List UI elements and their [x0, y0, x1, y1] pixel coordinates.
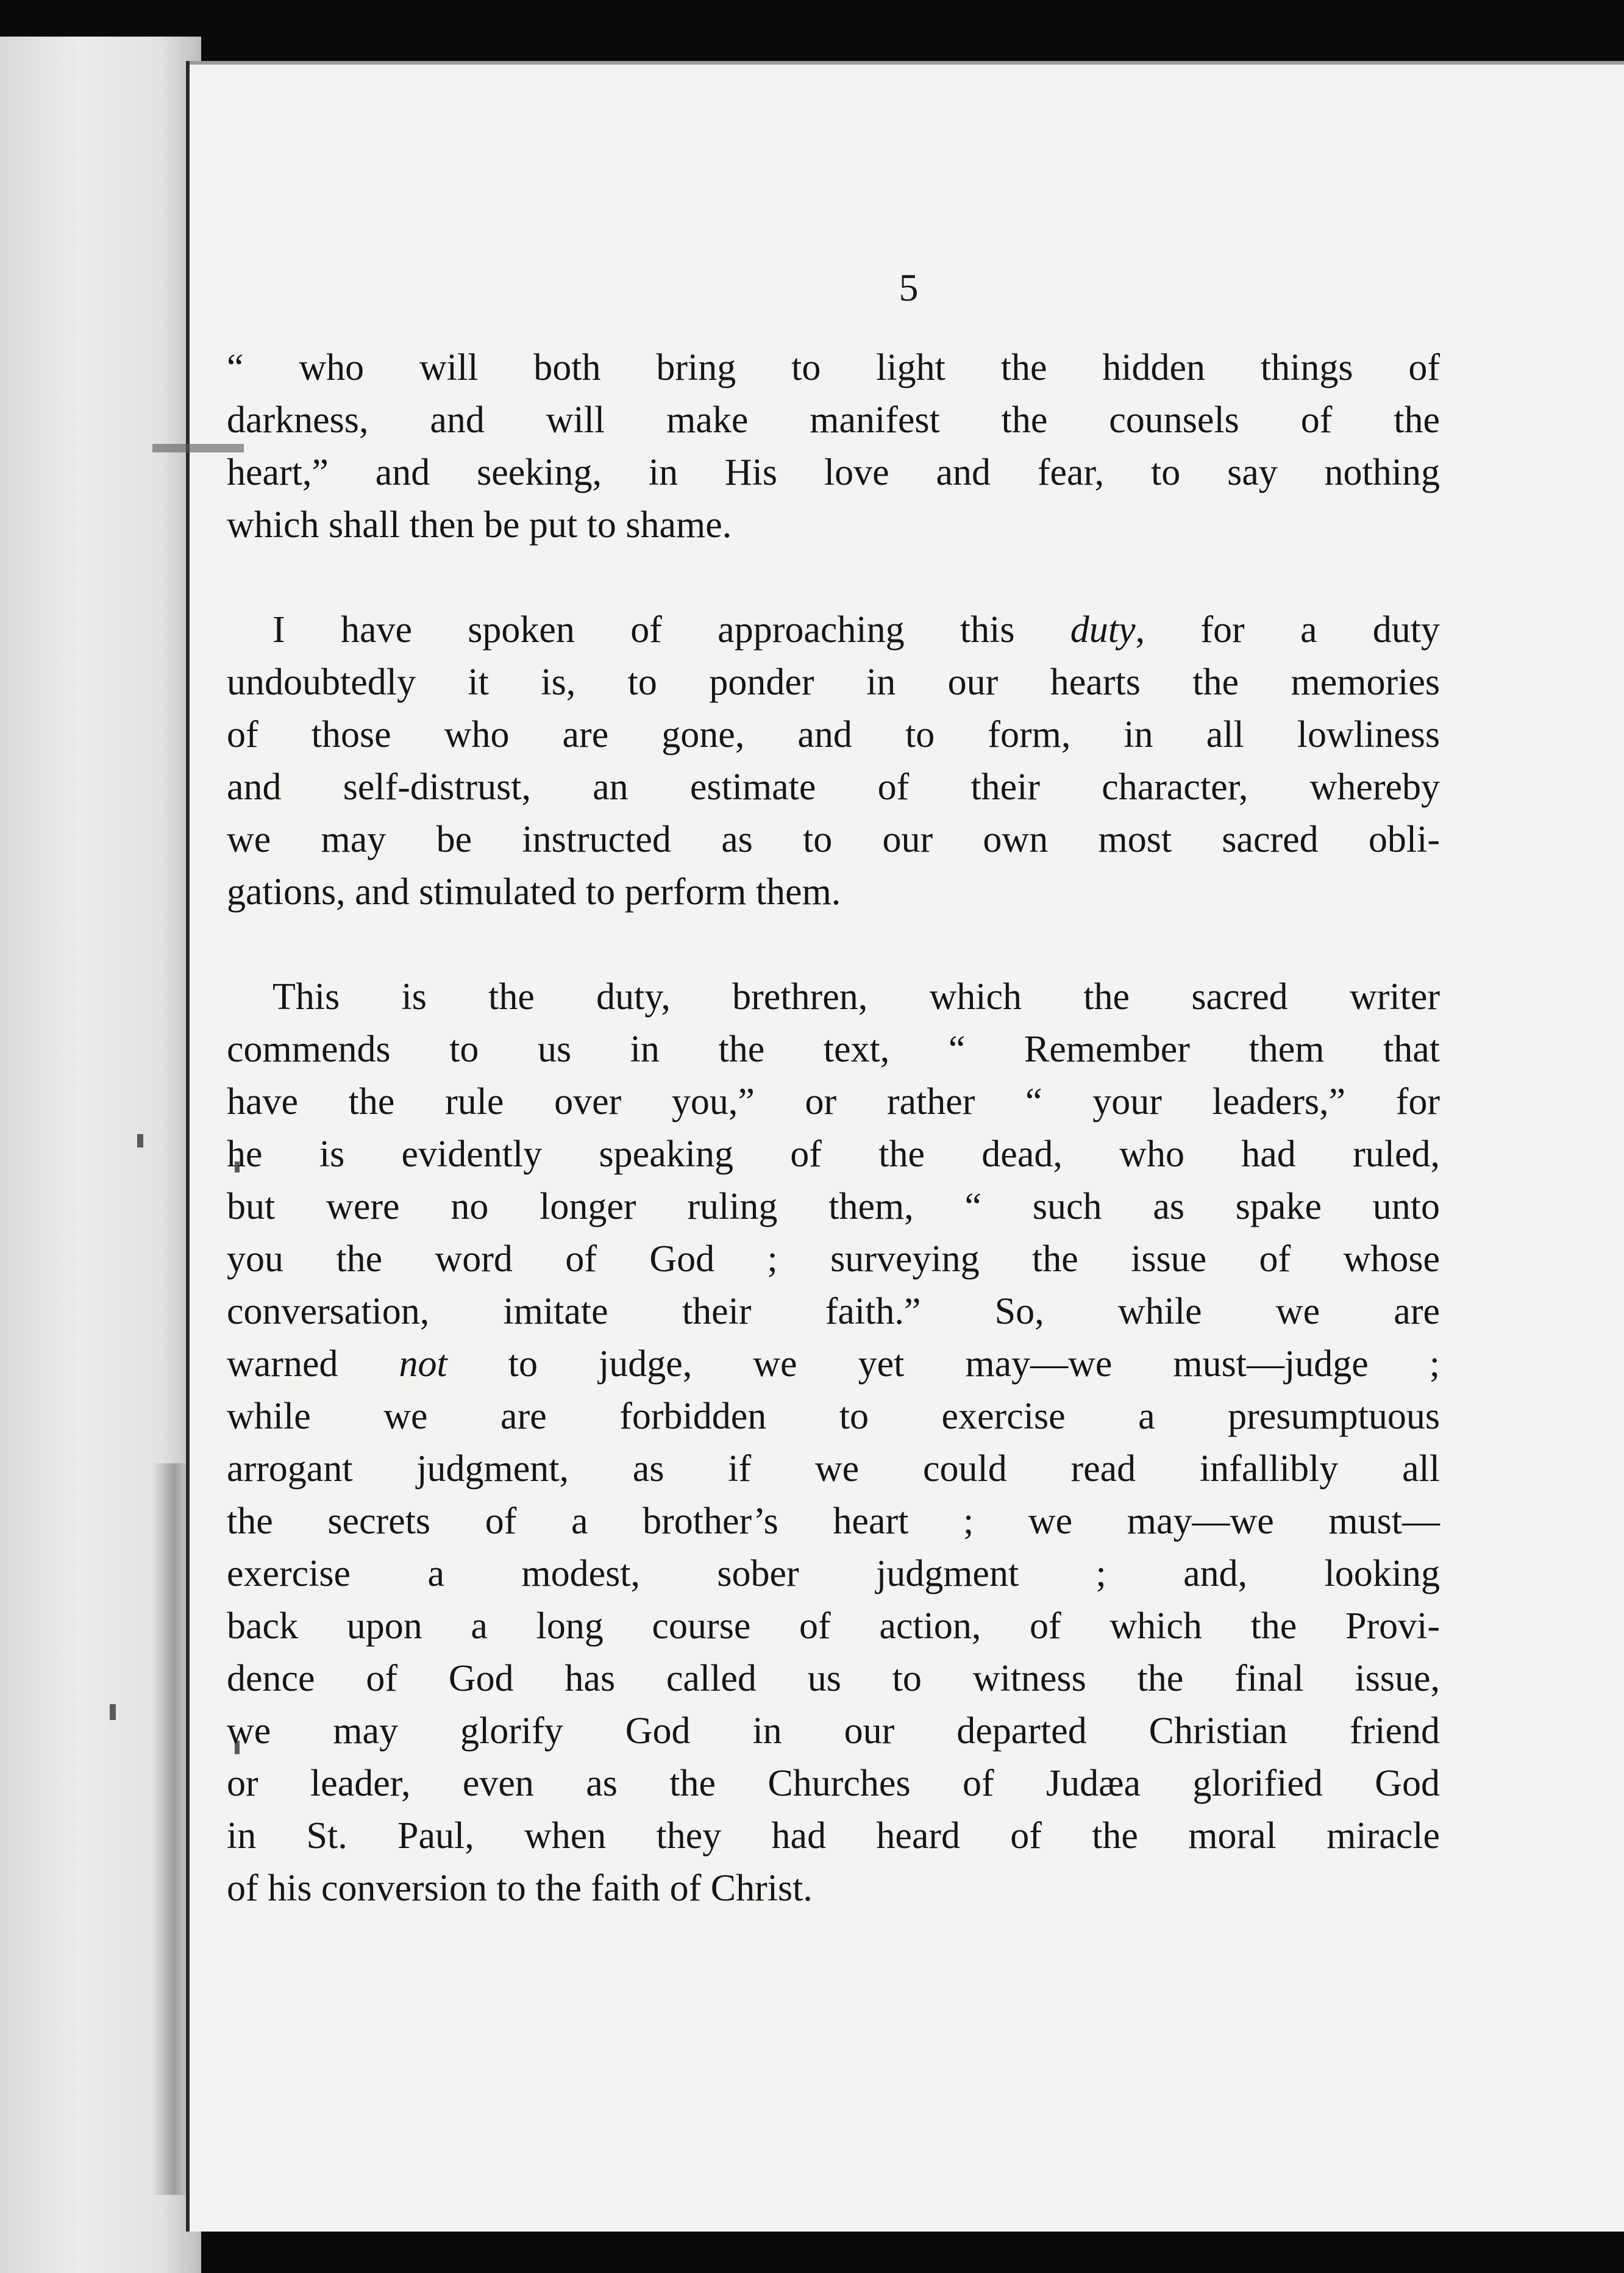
binding-shadow [152, 1463, 189, 2195]
text-segment: but were no longer ruling them, “ such as spake unto [227, 1186, 1440, 1227]
text-segment: which shall then be put to shame. [227, 504, 732, 546]
text-segment: dence of God has called us to witness the final issue, [227, 1658, 1440, 1699]
text-line [227, 656, 1440, 708]
text-segment: he is evidently speaking of the dead, who had ruled, [227, 1133, 1440, 1175]
text-line [227, 1600, 1440, 1652]
margin-mark [137, 1134, 143, 1147]
text-segment: This is the duty, brethren, which the sacred writer [272, 976, 1440, 1018]
italic-word: not [399, 1343, 447, 1385]
text-segment: back upon a long course of action, of which the Provi- [227, 1605, 1440, 1647]
text-line [227, 1495, 1440, 1547]
text-line [227, 499, 1440, 551]
text-segment: undoubtedly it is, to ponder in our hearts the memories [227, 662, 1440, 703]
text-segment: of his conversion to the faith of Christ. [227, 1868, 813, 1909]
text-line [227, 1862, 1440, 1914]
text-line [227, 1076, 1440, 1128]
text-line [227, 761, 1440, 813]
text-line [227, 1023, 1440, 1076]
text-segment: while we are forbidden to exercise a presumptuous [227, 1396, 1440, 1437]
text-line [227, 1757, 1440, 1810]
text-segment: conversation, imitate their faith.” So, while we are [227, 1291, 1440, 1332]
text-segment: heart,” and seeking, in His love and fear, to say nothing [227, 452, 1440, 493]
text-line [227, 1285, 1440, 1338]
italic-word: duty [1070, 609, 1136, 651]
text-line [227, 971, 1440, 1023]
text-segment: to judge, we yet may—we must—judge ; [447, 1343, 1440, 1385]
text-segment: darkness, and will make manifest the counsels of the [227, 399, 1440, 441]
text-segment: arrogant judgment, as if we could read infallibly all [227, 1448, 1440, 1490]
text-segment: commends to us in the text, “ Remember them that [227, 1029, 1440, 1070]
text-line [227, 1128, 1440, 1180]
text-line [227, 1652, 1440, 1705]
paragraph [227, 971, 1440, 1914]
text-line [227, 1810, 1440, 1862]
text-line [227, 1180, 1440, 1233]
text-segment: you the word of God ; surveying the issue of whose [227, 1238, 1440, 1280]
text-line [227, 1547, 1440, 1600]
text-segment: gations, and stimulated to perform them. [227, 871, 841, 913]
text-line [227, 1443, 1440, 1495]
text-segment: in St. Paul, when they had heard of the moral miracle [227, 1815, 1440, 1857]
text-line [227, 708, 1440, 761]
text-segment: we may glorify God in our departed Christian friend [227, 1710, 1440, 1752]
text-line [227, 604, 1440, 656]
text-segment: , for a duty [1135, 609, 1440, 651]
text-line [227, 1705, 1440, 1757]
text-segment: the secrets of a brother’s heart ; we may—we must— [227, 1500, 1440, 1542]
text-segment: have the rule over you,” or rather “ your leaders,” for [227, 1081, 1440, 1122]
paragraph [227, 604, 1440, 918]
text-line [227, 813, 1440, 866]
text-line [227, 446, 1440, 499]
text-line [227, 1390, 1440, 1443]
body-text [227, 341, 1440, 1967]
text-segment: and self-distrust, an estimate of their character, whereby [227, 766, 1440, 808]
text-line [227, 1338, 1440, 1390]
text-segment: I have spoken of approaching this [272, 609, 1070, 651]
margin-mark [110, 1704, 116, 1720]
text-segment: of those who are gone, and to form, in all lowliness [227, 714, 1440, 755]
text-line [227, 394, 1440, 446]
page-number: 5 [899, 266, 919, 309]
text-segment: “ who will both bring to light the hidden things of [227, 347, 1440, 388]
text-segment: or leader, even as the Churches of Judæa glorified God [227, 1763, 1440, 1804]
text-line [227, 1233, 1440, 1285]
text-line [227, 341, 1440, 394]
text-segment: we may be instructed as to our own most sacred obli- [227, 819, 1440, 860]
text-segment: exercise a modest, sober judgment ; and, looking [227, 1553, 1440, 1594]
text-segment: warned [227, 1343, 399, 1385]
paragraph [227, 341, 1440, 551]
text-line [227, 866, 1440, 918]
